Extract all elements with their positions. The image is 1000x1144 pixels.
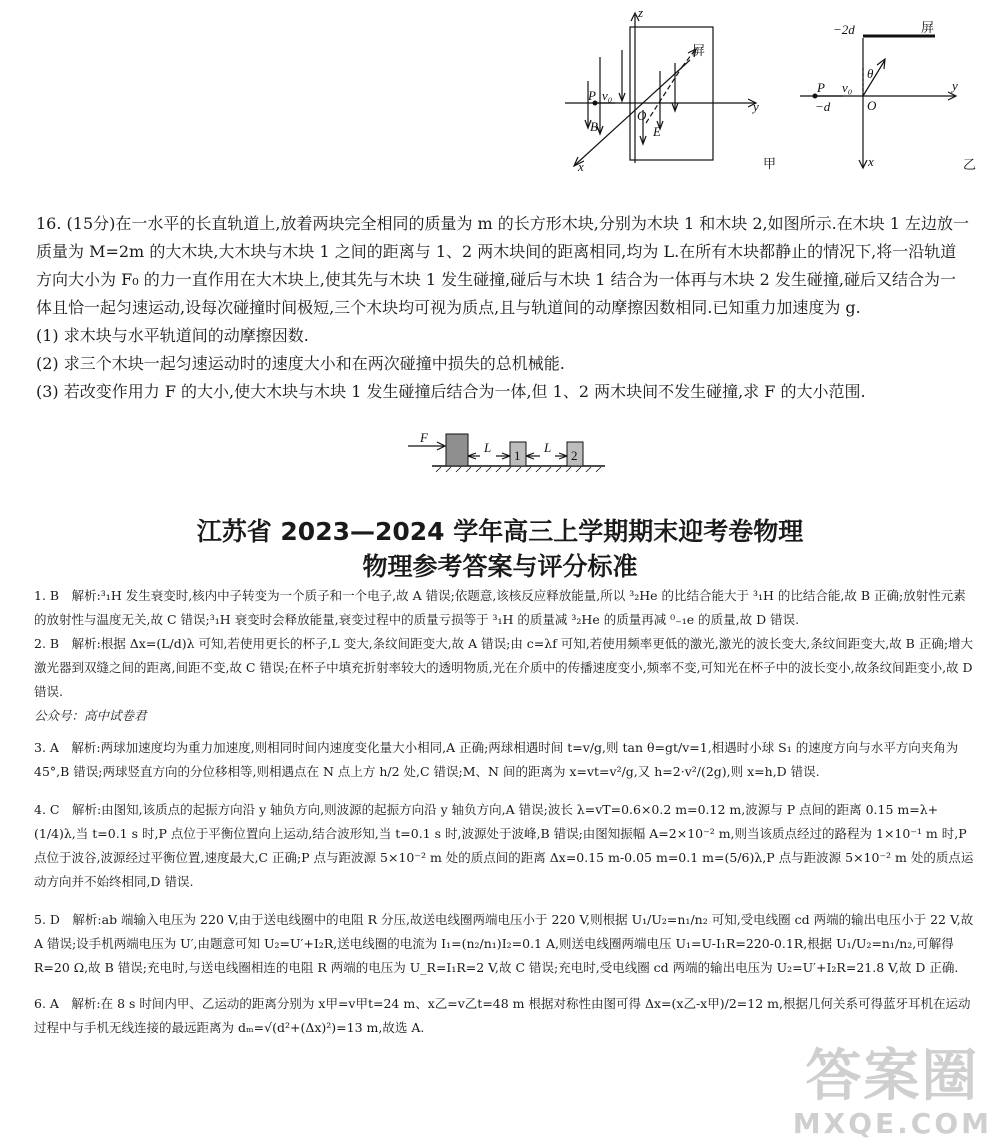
jia-p-label: P [588,88,596,103]
question-16-part-2: (2) 求三个木块一起匀速运动时的速度大小和在两次碰撞中损失的总机械能. [36,354,565,373]
source-note: 公众号：高中试卷君 [34,708,147,723]
jia-v0-label: v₀ [602,88,613,103]
answer-item-2: 2. B 解析:根据 Δx=(L/d)λ 可知,若使用更长的杯子,L 变大,条纹间距变大,故 A 错误;由 c=λf 可知,若使用频率更低的激光,激光的波长变大,条纹间距变大,故 B 正确;增大激光器到双缝之间的距离,间距不变,故 C 错误;在杯子中填充折射率较大的透明物质,光在介质中的传播速度变小,频率不变,可知光在杯子中的波长变小,故条纹间距变小,故 D 错误. [34,636,974,699]
yi-negd-label: −d [815,99,831,114]
answer-title: 江苏省 2023—2024 学年高三上学期期末迎考卷物理 [196,517,804,546]
jia-x-label: x [578,159,584,174]
blocks-figure [400,430,610,478]
figure-jia [560,5,800,175]
answer-item-6: 6. A 解析:在 8 s 时间内甲、乙运动的距离分别为 x甲=v甲t=24 m、x乙=v乙t=48 m 根据对称性由图可得 Δx=(x乙-x甲)/2=12 m,根据几何关系可得蓝牙耳机在运动过程中与手机无线连接的最远距离为 dₘ=√(d²+(Δx)²)=13 m,故选 A. [34,996,971,1035]
yi-p-label: P [817,80,825,95]
question-16 [36,210,971,406]
yi-neg2d-label: −2d [833,22,855,37]
answer-subtitle: 物理参考答案与评分标准 [362,552,638,581]
jia-e-label: E [653,124,661,139]
jia-b-label: B [590,119,598,134]
jia-caption: 甲 [763,156,777,171]
blocks-l1-label: L [484,440,492,455]
yi-x-label: x [868,154,874,169]
figure-yi [795,8,985,173]
question-16-stem: 16. (15分)在一水平的长直轨道上,放着两块完全相同的质量为 m 的长方形木块,分别为木块 1 和木块 2,如图所示.在木块 1 左边放一质量为 M=2m 的大木块,大木块与木块 1 之间的距离与 1、2 两木块间的距离相同,均为 L.在所有木块都静止的情况下,将一沿轨道方向大小为 F₀ 的力一直作用在大木块上,使其先与木块 1 发生碰撞,碰后与木块 1 结合为一体再与木块 2 发生碰撞,碰后又结合为一体且恰一起匀速运动,设每次碰撞时间极短,三个木块均可视为质点,且与轨道间的动摩擦因数相同.已知重力加速度为 g. [36,214,970,317]
yi-y-label: y [952,78,958,93]
yi-theta-label: θ [867,66,874,81]
blocks-l2-label: L [544,440,552,455]
yi-caption: 乙 [963,157,977,172]
watermark-line-1: 答案圈 [805,1044,980,1109]
answer-item-5: 5. D 解析:ab 端输入电压为 220 V,由于送电线圈中的电阻 R 分压,故送电线圈两端电压小于 220 V,则根据 U₁/U₂=n₁/n₂ 可知,受电线圈 cd 两端的输出电压小于 22 V,故 A 错误;设手机两端电压为 U′,由题意可知 U₂=U′+I₂R,送电线圈的电流为 I₁=(n₂/n₁)I₂=0.1 A,则送电线圈两端电压 U₁=U-I₁R=220-0.1R,根据 U₁/U₂=n₁/n₂,可解得 R=20 Ω,故 B 错误;充电时,与送电线圈相连的电阻 R 两端的电压为 U_R=I₁R=2 V,故 C 错误;充电时,受电线圈 cd 两端的输出电压为 U₂=U′+I₂R=21.8 V,故 D 正确. [34,912,974,975]
question-16-part-3: (3) 若改变作用力 F 的大小,使大木块与木块 1 发生碰撞后结合为一体,但 1、2 两木块间不发生碰撞,求 F 的大小范围. [36,382,866,401]
block-1-label: 1 [514,448,521,463]
answer-item-1: 1. B 解析:³₁H 发生衰变时,核内中子转变为一个质子和一个电子,故 A 错误;依题意,该核反应释放能量,所以 ³₂He 的比结合能大于 ³₁H 的比结合能,故 B 正确;放射性元素的放射性与温度无关,故 C 错误;³₁H 衰变时会释放能量,衰变过程中的质量亏损等于 ³₁H 的质量减 ³₂He 的质量再减 ⁰₋₁e 的质量,故 D 错误. [34,588,966,627]
yi-v0-label: v₀ [842,80,853,95]
jia-screen-label: 屏 [692,43,706,58]
jia-y-label: y [753,99,759,114]
question-16-part-1: (1) 求木块与水平轨道间的动摩擦因数. [36,326,309,345]
watermark-line-2: MXQE.COM [792,1107,992,1140]
yi-screen-label: 屏 [921,20,935,35]
watermark-logo [792,1044,992,1140]
answer-item-3: 3. A 解析:两球加速度均为重力加速度,则相同时间内速度变化量大小相同,A 正确;两球相遇时间 t=v/g,则 tan θ=gt/v=1,相遇时小球 S₁ 的速度方向与水平方向夹角为 45°,B 错误;两球竖直方向的分位移相等,则相遇点在 N 点上方 h/2 处,C 错误;M、N 间的距离为 x=vt=v²/g,又 h=2·v²/(2g),则 x=h,D 错误. [34,740,959,779]
block-2-label: 2 [571,448,578,463]
answer-list [34,584,974,1040]
jia-z-label: z [638,5,644,20]
blocks-f-label: F [420,430,428,445]
answer-item-4: 4. C 解析:由图知,该质点的起振方向沿 y 轴负方向,则波源的起振方向沿 y 轴负方向,A 错误;波长 λ=vT=0.6×0.2 m=0.12 m,波源与 P 点间的距离 0.15 m=λ+(1/4)λ,当 t=0.1 s 时,P 点位于平衡位置向上运动,结合波形知,当 t=0.1 s 时,波源处于波峰,B 错误;由图知振幅 A=2×10⁻² m,则当该质点经过的路程为 1×10⁻¹ m 时,P 点位于波谷,波源经过平衡位置,速度最大,C 正确;P 点与距波源 5×10⁻² m 处的质点间的距离 Δx=0.15 m-0.05 m=0.1 m=(5/6)λ,P 点与距波源 5×10⁻² m 处的质点运动方向并不始终相同,D 错误. [34,802,974,889]
yi-o-label: O [867,98,877,113]
jia-o-label: O [637,108,647,123]
